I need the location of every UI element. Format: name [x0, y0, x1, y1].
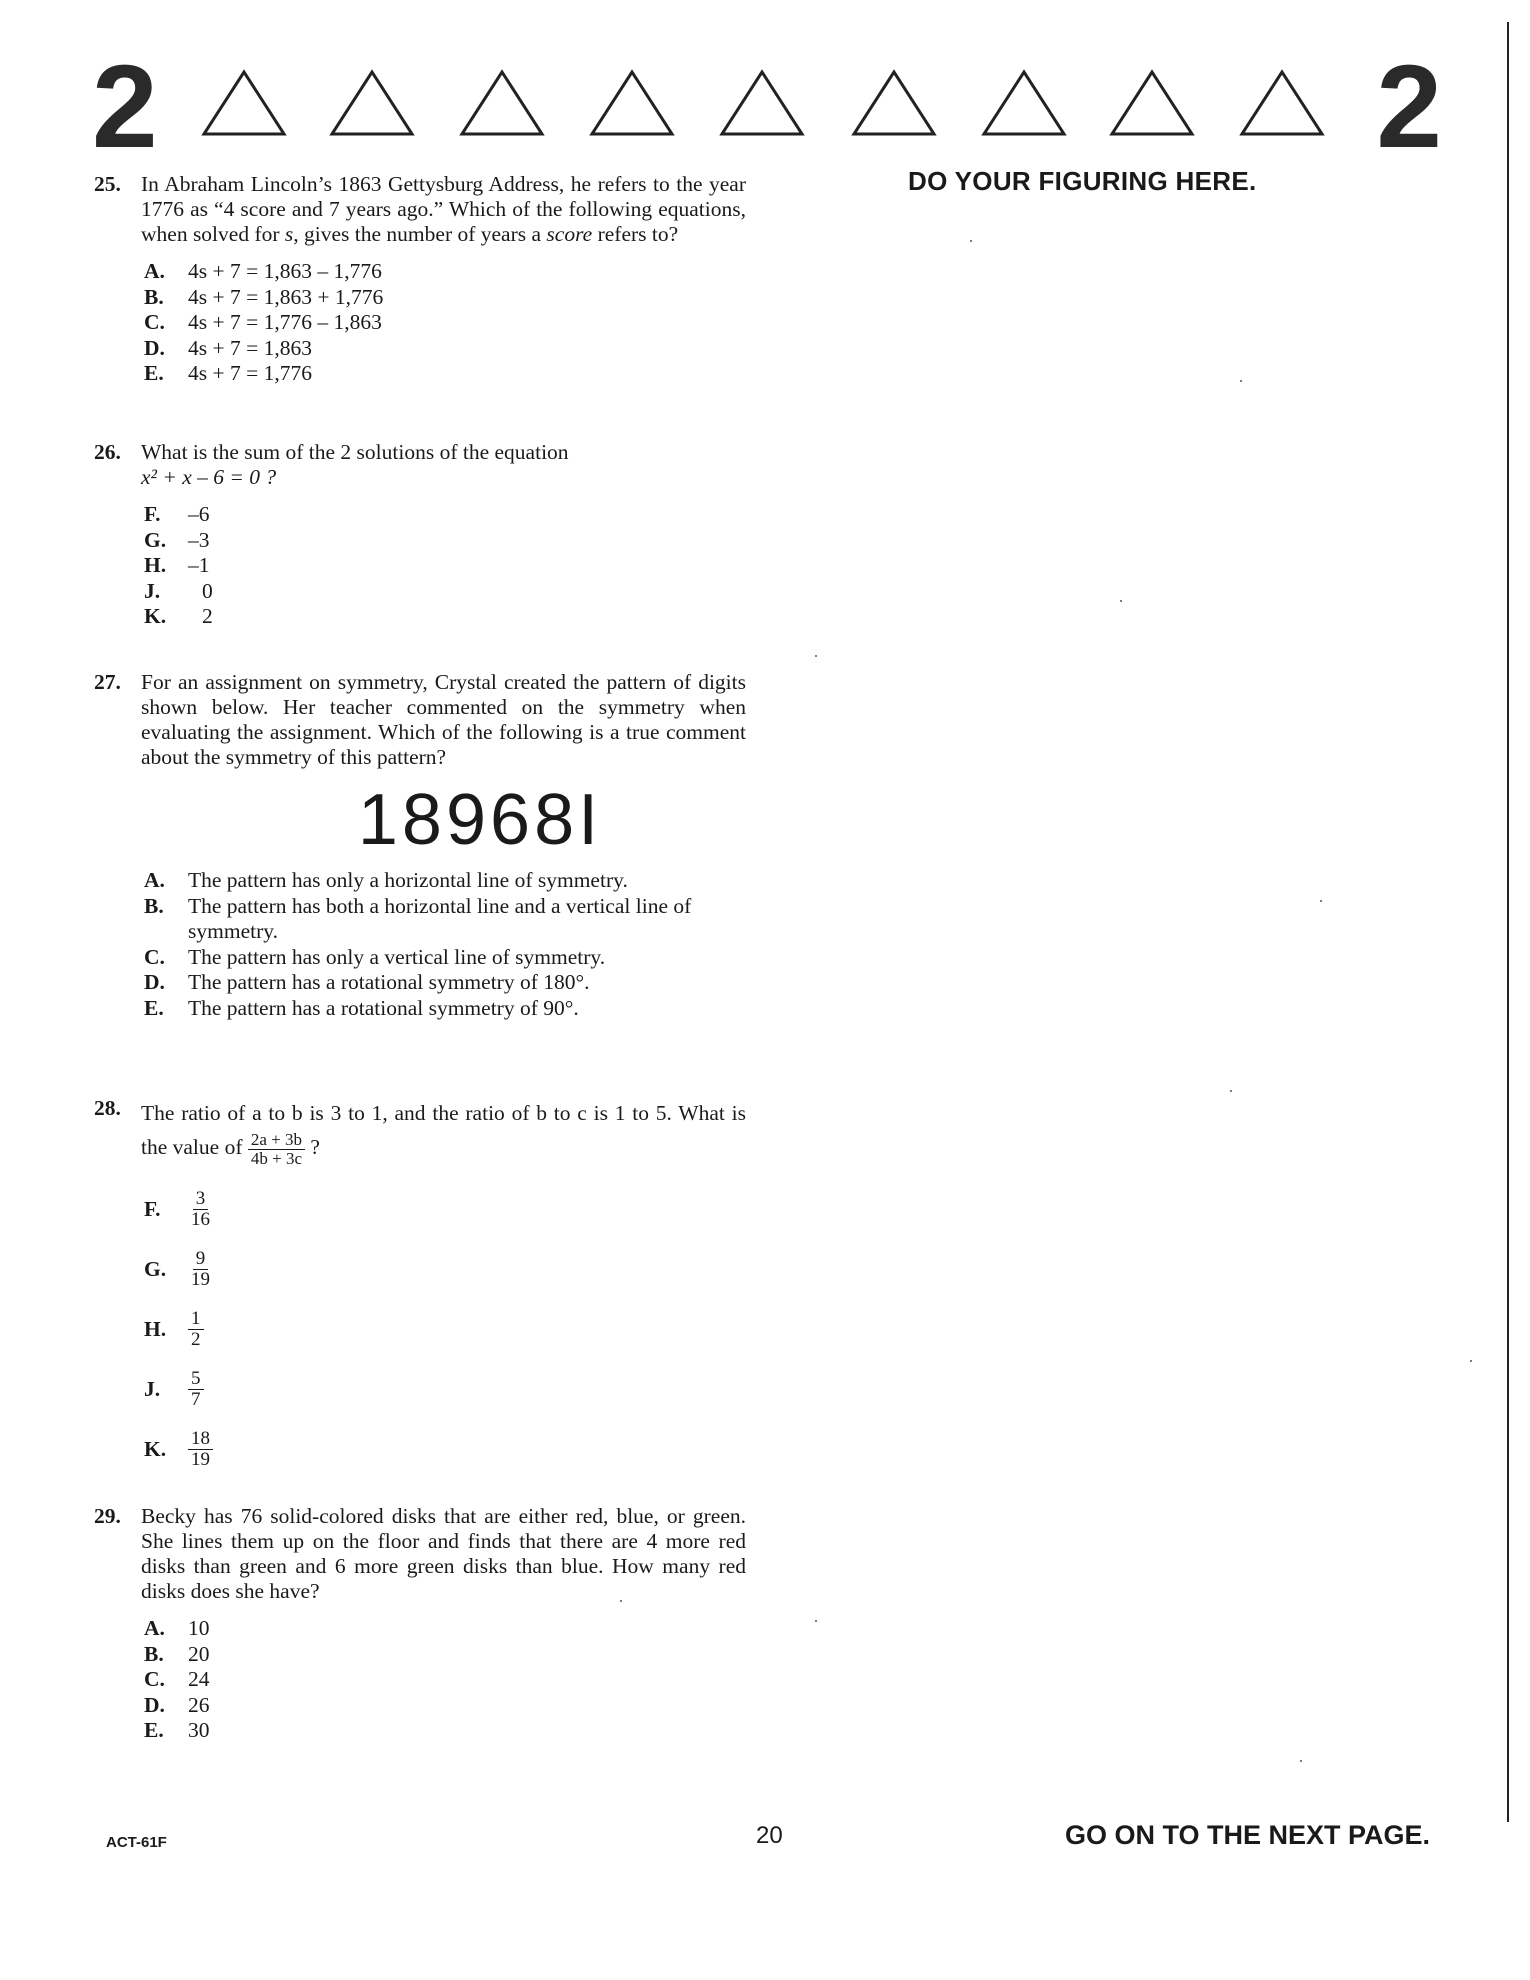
question-29 [94, 1504, 746, 1744]
triangle-icon [1242, 72, 1322, 134]
answer-choices [144, 1180, 746, 1480]
scan-speck [1240, 380, 1242, 382]
triangle-icon [984, 72, 1064, 134]
question-text: Becky has 76 solid-colored disks that are either red, blue, or green. She lines them up on the floor and finds that there are 4 more red disks than green and 6 more green disks than blue. How many red disks does she have? [141, 1504, 746, 1603]
go-on-notice: GO ON TO THE NEXT PAGE. [1064, 1820, 1430, 1850]
scan-speck [1230, 1090, 1232, 1092]
expression-fraction: $\frac{2a + 3b}{4b + 3c}$ [248, 1131, 305, 1168]
answer-choice[interactable]: J. $\frac{5}{7}$ [144, 1360, 746, 1420]
triangle-icon [332, 72, 412, 134]
answer-choice[interactable]: J. 0 [144, 578, 213, 603]
scan-speck [815, 655, 817, 657]
answer-choice[interactable]: B. The pattern has both a horizontal line and a vertical line of symmetry. [144, 893, 692, 943]
scan-speck [620, 1600, 622, 1602]
triangle-icon [722, 72, 802, 134]
answer-choice[interactable]: B. 4s + 7 = 1,863 + 1,776 [144, 284, 384, 309]
question-25 [94, 172, 746, 387]
answer-choice[interactable]: F. –6 [144, 502, 210, 526]
scan-speck [1120, 600, 1122, 602]
answer-choice[interactable]: D. The pattern has a rotational symmetry of 180°. [144, 970, 590, 994]
question-text: For an assignment on symmetry, Crystal created the pattern of digits shown below. Her teacher commented on the symmetry when evaluating the assignment. Which of the following is a true comment about the symmetry of this pattern? [141, 670, 746, 769]
answer-choices [144, 868, 746, 1021]
answer-choice[interactable]: G. –3 [144, 527, 210, 552]
scan-speck [1300, 1760, 1302, 1762]
answer-choice[interactable]: C. The pattern has only a vertical line of symmetry. [144, 944, 606, 969]
triangle-icon [1112, 72, 1192, 134]
question-27 [94, 670, 746, 1021]
answer-choice[interactable]: C. 4s + 7 = 1,776 – 1,863 [144, 310, 382, 334]
figuring-label: DO YOUR FIGURING HERE. [908, 166, 1257, 196]
question-number: 29. [94, 1504, 121, 1528]
question-28 [94, 1096, 746, 1480]
answer-choice[interactable]: C. 24 [144, 1667, 210, 1691]
question-text: In Abraham Lincoln’s 1863 Gettysburg Address, he refers to the year 1776 as “4 score and 7 years ago.” Which of the following equations, when solved for s, gives the number of years a score refers to? [141, 172, 746, 246]
answer-choice[interactable]: A. 10 [144, 1616, 210, 1640]
triangle-icon [204, 72, 284, 134]
answer-choice[interactable]: H. $\frac{1}{2}$ [144, 1300, 746, 1360]
answer-choice[interactable]: E. 30 [144, 1718, 210, 1742]
answer-choice[interactable]: E. The pattern has a rotational symmetry of 90°. [144, 995, 579, 1020]
answer-choice[interactable]: F. $\frac{3}{16}$ [144, 1188, 210, 1231]
triangle-icon [854, 72, 934, 134]
question-text: What is the sum of the 2 solutions of the equation x² + x – 6 = 0 ? [141, 440, 746, 490]
question-26 [94, 440, 746, 630]
answer-choice[interactable]: H. –1 [144, 553, 210, 577]
scan-speck [815, 1620, 817, 1622]
section-header [92, 41, 1442, 173]
question-number: 26. [94, 440, 121, 464]
answer-choice[interactable]: E. 4s + 7 = 1,776 [144, 361, 312, 385]
scan-speck [1470, 1360, 1472, 1362]
section-number-left: 2 [92, 41, 158, 173]
question-number: 25. [94, 172, 121, 196]
equation: x² + x – 6 = 0 ? [141, 465, 277, 489]
answer-choices [144, 502, 746, 630]
answer-choices [144, 1616, 746, 1744]
answer-choice[interactable]: A. The pattern has only a horizontal line of symmetry. [144, 868, 628, 892]
answer-choice[interactable]: A. 4s + 7 = 1,863 – 1,776 [144, 259, 382, 283]
triangle-row [92, 41, 1442, 173]
answer-choice[interactable]: B. 20 [144, 1641, 210, 1666]
scan-speck [1320, 900, 1322, 902]
page-edge-rule [1507, 22, 1509, 1822]
digit-pattern: 18968I [357, 780, 603, 860]
answer-choice[interactable]: D. 4s + 7 = 1,863 [144, 335, 312, 360]
section-number-right: 2 [1376, 41, 1442, 173]
answer-choice[interactable]: K. $\frac{18}{19}$ [144, 1420, 746, 1480]
triangle-icon [592, 72, 672, 134]
triangle-icon [462, 72, 542, 134]
scan-speck [970, 240, 972, 242]
page-number: 20 [756, 1822, 783, 1849]
question-number: 28. [94, 1096, 121, 1120]
answer-choice[interactable]: G. $\frac{9}{19}$ [144, 1248, 210, 1291]
answer-choices [144, 259, 746, 387]
form-code: ACT-61F [106, 1834, 167, 1851]
question-number: 27. [94, 670, 121, 694]
answer-choice[interactable]: D. 26 [144, 1692, 210, 1717]
answer-choice[interactable]: K. 2 [144, 604, 213, 628]
question-text: The ratio of a to b is 3 to 1, and the ratio of b to c is 1 to 5. What is the value of $\frac{2a + 3b}{4b + 3c}$ ? [141, 1101, 746, 1168]
